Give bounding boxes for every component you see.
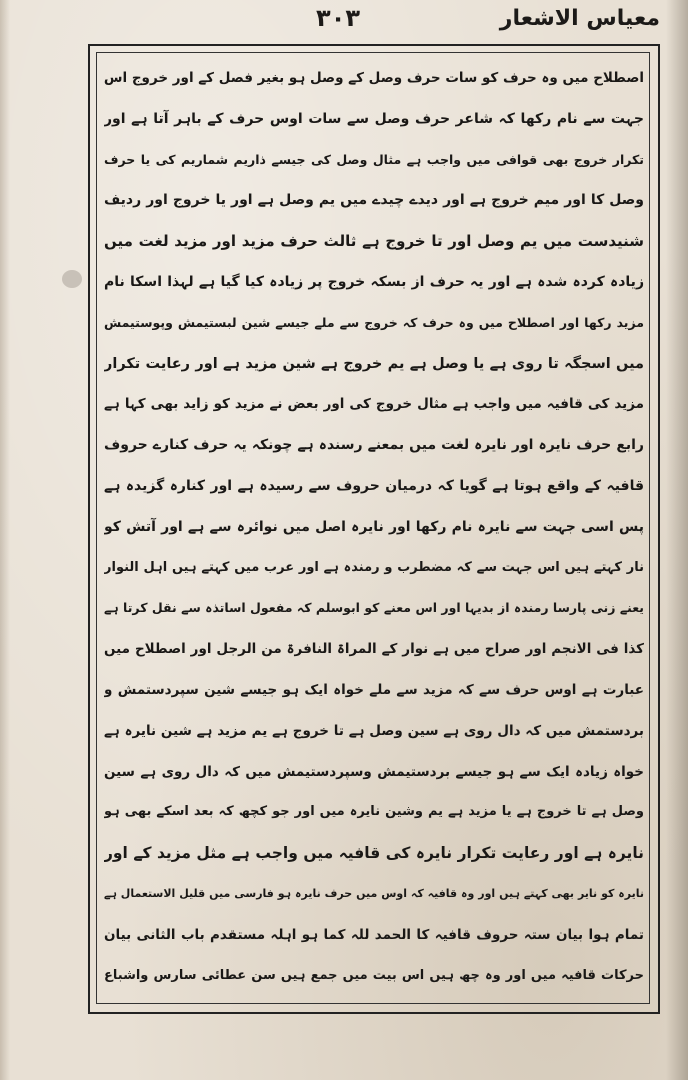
text-line-16: عبارت ہے اوس حرف سے کہ مزید سے ملے خواہ ایک ہو جیسے شین سپردستمش و <box>104 681 644 698</box>
page-left-shadow <box>0 0 10 1080</box>
text-line-14: یعنے زنی پارسا رمندہ از بدیہا اور اس معنے کو ابوسلم کہ مفعول اساتذہ سے نقل کرتا ہے <box>104 600 644 616</box>
body-text <box>104 58 644 998</box>
text-line-21: نایرہ کو نایر بھی کہتے ہیں اور وہ قافیہ کہ اوس میں حرف نایرہ ہو فارسی میں قلیل الاستعمال ہے <box>104 886 644 900</box>
page-header <box>100 4 660 40</box>
text-line-9: مزید کی قافیہ میں واجب ہے مثال خروج کی اور بعض نے مزید کو زاید بھی کہا ہے <box>104 396 644 413</box>
text-line-11: قافیہ کے واقع ہوتا ہے گویا کہ درمیان حروف سے رسیدہ ہے اور کنارہ گزیدہ ہے <box>104 477 644 494</box>
text-line-13: نار کہتے ہیں اس جہت سے کہ مضطرب و رمندہ ہے اور عرب میں کہتے ہیں اہل النوار <box>104 559 644 575</box>
text-line-17: بردستمش میں کہ دال روی ہے سین وصل ہے تا خروج ہے یم مزید ہے شین نایرہ ہے <box>104 722 644 739</box>
text-line-18: خواہ زیادہ ایک سے ہو جیسے بردستیمش وسپردستیمش میں کہ دال روی ہے سین <box>104 763 644 780</box>
page-right-shadow <box>666 0 688 1080</box>
text-line-19: وصل ہے تا خروج ہے یا مزید ہے یم وشین نایرہ میں اور جو کچھ کہ بعد اسکے بھی ہو <box>104 804 644 820</box>
text-line-2: جہت سے نام رکھا کہ شاعر حرف وصل سے سات اوس حرف کے باہر آتا ہے اور <box>104 110 644 127</box>
text-line-20: نایرہ ہے اور رعایت تکرار نایرہ کی قافیہ میں واجب ہے مثل مزید کے اور <box>104 844 644 863</box>
text-line-10: رابع حرف نایرہ اور نایرہ لغت میں بمعنے رسندہ ہے چونکہ یہ حرف کنارے حروف <box>104 437 644 454</box>
binding-stain <box>62 270 82 288</box>
page-number: ۳۰۳ <box>316 4 360 32</box>
text-line-8: میں اسجگہ تا روی ہے یا وصل ہے یم خروج ہے شین مزید ہے اور رعایت تکرار <box>104 355 644 372</box>
text-line-7: مزید رکھا اور اصطلاح میں وہ حرف کہ خروج سے ملے جیسے شین لبستیمش وپوستیمش <box>104 314 644 330</box>
text-line-3: تکرار خروج بھی قوافی میں واجب ہے مثال وصل کی جیسے ذاریم شماریم کی یا حرف <box>104 151 644 167</box>
text-line-12: پس اسی جہت سے نایرہ نام رکھا اور نایرہ اصل میں نوائرہ سے ہے اور آتش کو <box>104 518 644 535</box>
text-line-1: اصطلاح میں وہ حرف کو سات حرف وصل کے وصل ہو بغیر فصل کے اور خروج اس <box>104 70 644 86</box>
text-line-6: زیادہ کردہ شدہ ہے اور یہ حرف از بسکہ خروج پر زیادہ کیا گیا ہے لہذا اسکا نام <box>104 273 644 290</box>
text-line-22: تمام ہوا بیان ستہ حروف قافیہ کا الحمد للہ کما ہو اہلہ مستقدم باب الثانی بیان <box>104 926 644 943</box>
text-line-5: شنیدست میں یم وصل اور تا خروج ہے ثالث حرف مزید اور مزید لغت میں <box>104 232 644 251</box>
running-title: معیاس الاشعار <box>499 6 660 31</box>
text-line-4: وصل کا اور میم خروج ہے اور دیدے چیدے میں یم وصل ہے اور یا خروج اور ردیف <box>104 192 644 209</box>
text-line-15: کذا فی الانجم اور صراح میں ہے نوار کے المراۃ النافرۃ من الرجل اور اصطلاح میں <box>104 641 644 658</box>
text-line-23: حرکات قافیہ میں اور وہ چھ ہیں اس بیت میں جمع ہیں سن عطائی سارس واشباع <box>104 967 644 983</box>
